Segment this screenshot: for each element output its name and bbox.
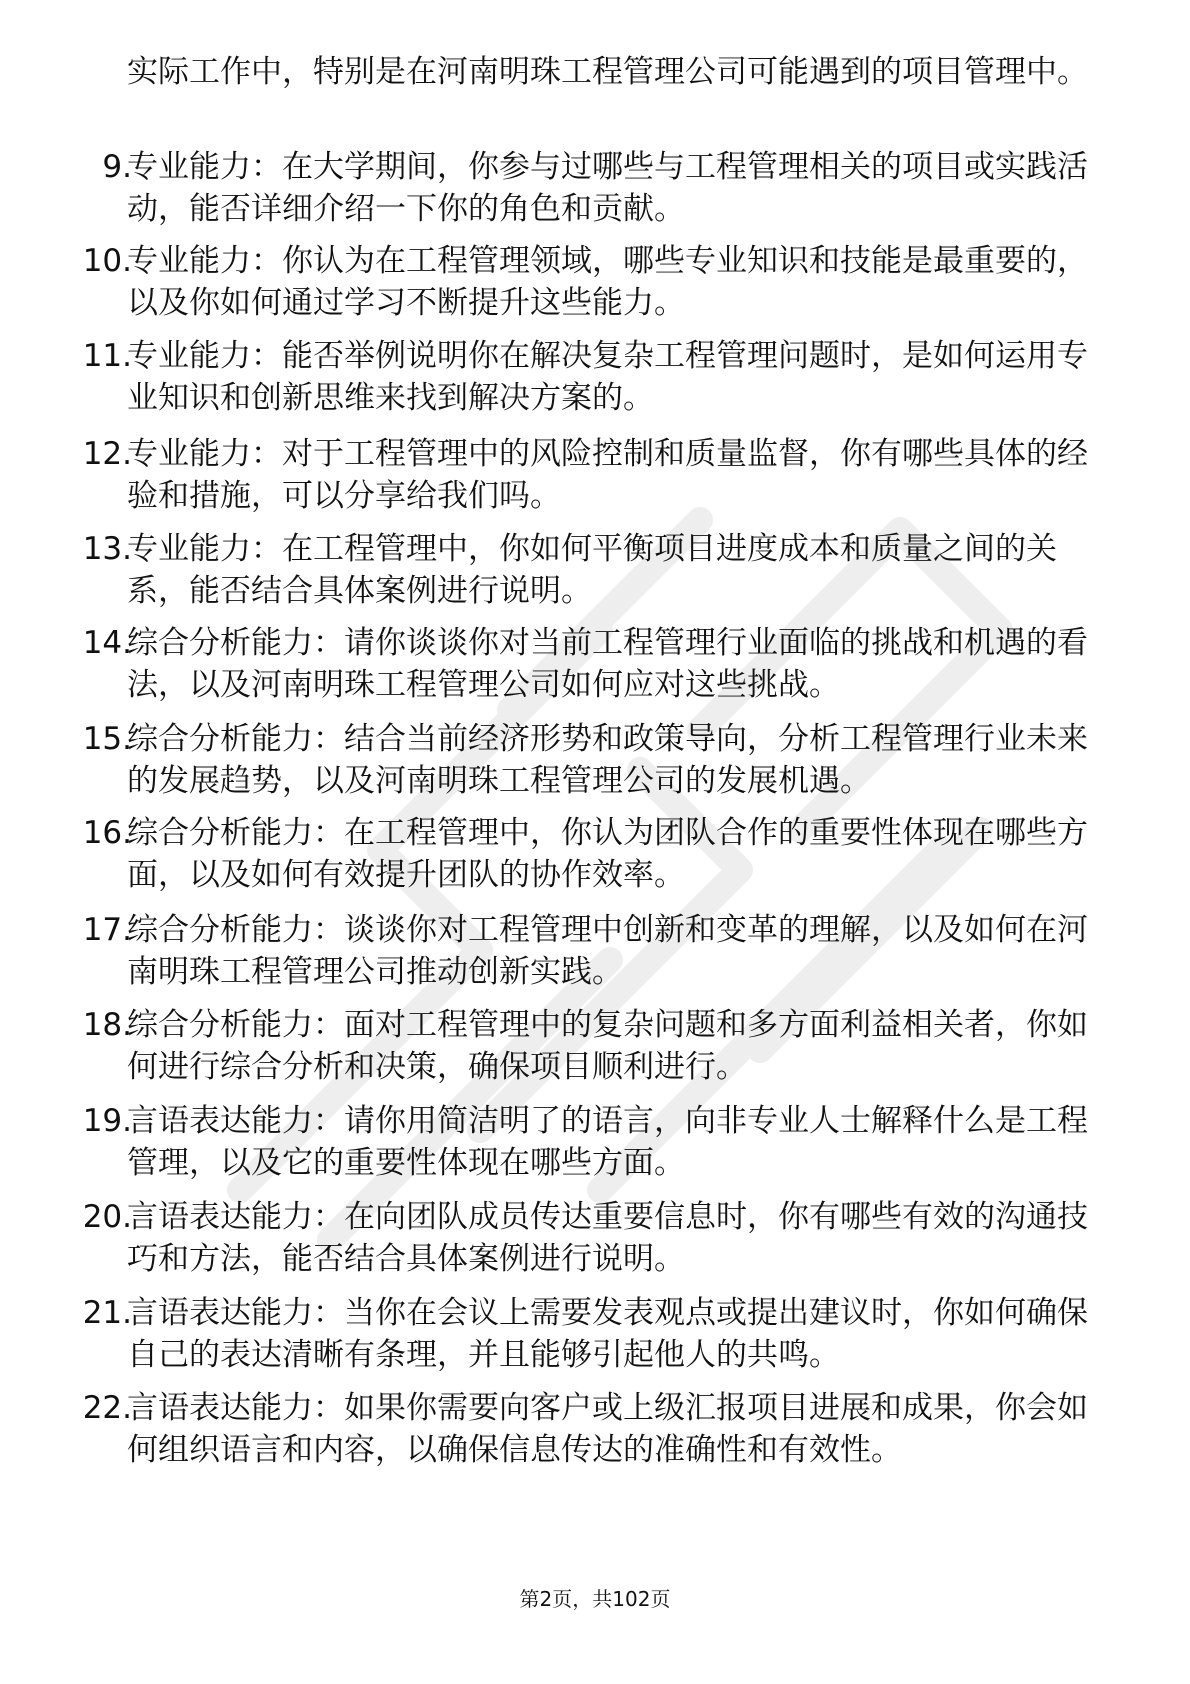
item-text: 综合分析能力：在工程管理中，你认为团队合作的重要性体现在哪些方面，以及如何有效提升团队的协作效率。: [127, 815, 1088, 893]
list-item: [0, 909, 1190, 999]
item-text: 综合分析能力：谈谈你对工程管理中创新和变革的理解，以及如何在河南明珠工程管理公司推动创新实践。: [127, 912, 1088, 990]
item-number: 17.: [82, 912, 132, 948]
item-text: 综合分析能力：面对工程管理中的复杂问题和多方面利益相关者，你如何进行综合分析和决策，确保项目顺利进行。: [127, 1007, 1088, 1085]
item-text: 专业能力：在工程管理中，你如何平衡项目进度成本和质量之间的关系，能否结合具体案例进行说明。: [127, 531, 1057, 609]
item-number: 9.: [102, 149, 132, 185]
item-number: 15.: [82, 721, 132, 757]
list-item: [0, 718, 1190, 808]
item-text: 专业能力：能否举例说明你在解决复杂工程管理问题时，是如何运用专业知识和创新思维来找到解决方案的。: [127, 338, 1088, 416]
list-item: [0, 812, 1190, 902]
item-text: 综合分析能力：请你谈谈你对当前工程管理行业面临的挑战和机遇的看法，以及河南明珠工程管理公司如何应对这些挑战。: [127, 625, 1088, 703]
item-text: 专业能力：你认为在工程管理领域，哪些专业知识和技能是最重要的，以及你如何通过学习不断提升这些能力。: [127, 243, 1088, 321]
item-number: 18.: [82, 1007, 132, 1043]
list-item: [0, 1387, 1190, 1477]
list-item: [0, 622, 1190, 712]
item-text: 专业能力：对于工程管理中的风险控制和质量监督，你有哪些具体的经验和措施，可以分享给我们吗。: [127, 436, 1088, 514]
item-number: 22.: [82, 1390, 132, 1426]
item-number: 21.: [82, 1295, 132, 1331]
page-footer: 第2页，共102页: [519, 1587, 671, 1611]
list-item: [0, 528, 1190, 618]
list-item: [0, 433, 1190, 523]
list-item: [0, 1100, 1190, 1190]
item-number: 20.: [82, 1199, 132, 1235]
continuation-paragraph: 实际工作中，特别是在河南明珠工程管理公司可能遇到的项目管理中。: [127, 54, 1088, 90]
item-text: 言语表达能力：在向团队成员传达重要信息时，你有哪些有效的沟通技巧和方法，能否结合具体案例进行说明。: [127, 1199, 1088, 1277]
item-number: 14.: [82, 625, 132, 661]
list-item: [0, 335, 1190, 425]
item-number: 13.: [82, 531, 132, 567]
item-number: 19.: [82, 1103, 132, 1139]
item-number: 12.: [82, 436, 132, 472]
item-text: 专业能力：在大学期间，你参与过哪些与工程管理相关的项目或实践活动，能否详细介绍一下你的角色和贡献。: [127, 149, 1088, 227]
list-item: [0, 1004, 1190, 1094]
list-item: [0, 1196, 1190, 1286]
item-number: 11.: [82, 338, 132, 374]
item-text: 言语表达能力：如果你需要向客户或上级汇报项目进展和成果，你会如何组织语言和内容，以确保信息传达的准确性和有效性。: [127, 1390, 1088, 1468]
list-item: [0, 240, 1190, 330]
item-text: 言语表达能力：请你用简洁明了的语言，向非专业人士解释什么是工程管理，以及它的重要性体现在哪些方面。: [127, 1103, 1088, 1181]
list-item: [0, 146, 1190, 236]
item-text: 综合分析能力：结合当前经济形势和政策导向，分析工程管理行业未来的发展趋势，以及河南明珠工程管理公司的发展机遇。: [127, 721, 1088, 799]
item-number: 10.: [82, 243, 132, 279]
list-item: [0, 1292, 1190, 1382]
item-text: 言语表达能力：当你在会议上需要发表观点或提出建议时，你如何确保自己的表达清晰有条理，并且能够引起他人的共鸣。: [127, 1295, 1088, 1373]
item-number: 16.: [82, 815, 132, 851]
